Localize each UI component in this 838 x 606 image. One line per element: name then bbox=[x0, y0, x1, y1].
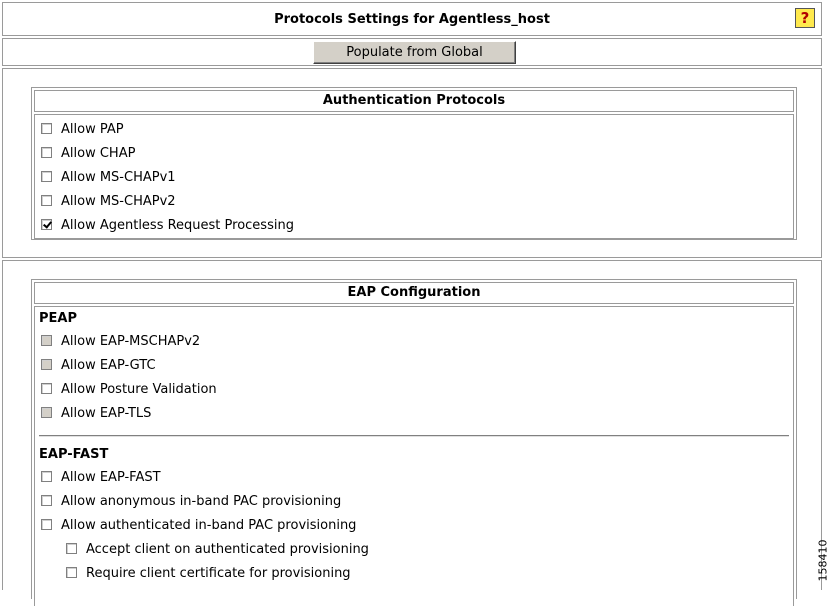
option-allow-ms-chapv1[interactable] bbox=[41, 170, 176, 186]
option-allow-chap[interactable] bbox=[41, 146, 135, 162]
option-label: Allow CHAP bbox=[61, 146, 136, 161]
option-label: Allow MS-CHAPv1 bbox=[61, 170, 176, 185]
option-allow-posture-validation[interactable] bbox=[41, 382, 217, 398]
eap-configuration-table bbox=[31, 279, 797, 599]
allow-eap-gtc-checkbox[interactable] bbox=[41, 359, 52, 370]
auth-protocols-heading: Authentication Protocols bbox=[34, 90, 794, 112]
option-label: Allow EAP-TLS bbox=[61, 406, 152, 421]
option-accept-client-authenticated[interactable] bbox=[66, 542, 369, 558]
allow-posture-validation-checkbox[interactable] bbox=[41, 383, 52, 394]
option-label: Allow Posture Validation bbox=[61, 382, 217, 397]
option-allow-eap-tls[interactable] bbox=[41, 406, 151, 422]
allow-chap-checkbox[interactable] bbox=[41, 147, 52, 158]
option-label: Allow EAP-MSCHAPv2 bbox=[61, 334, 201, 349]
option-label: Allow Agentless Request Processing bbox=[61, 218, 294, 233]
allow-pap-checkbox[interactable] bbox=[41, 123, 52, 134]
allow-eap-fast-checkbox[interactable] bbox=[41, 471, 52, 482]
option-allow-authenticated-pac[interactable] bbox=[41, 518, 356, 534]
option-allow-agentless[interactable] bbox=[41, 218, 294, 234]
option-allow-eap-gtc[interactable] bbox=[41, 358, 156, 374]
option-label: Allow EAP-FAST bbox=[61, 470, 161, 485]
option-label: Allow authenticated in-band PAC provisioning bbox=[61, 518, 357, 533]
populate-from-global-button[interactable]: Populate from Global bbox=[313, 41, 516, 64]
title-bar bbox=[2, 2, 822, 36]
option-label: Allow MS-CHAPv2 bbox=[61, 194, 176, 209]
allow-agentless-checkbox[interactable] bbox=[41, 219, 52, 230]
allow-ms-chapv1-checkbox[interactable] bbox=[41, 171, 52, 182]
option-require-client-certificate[interactable] bbox=[66, 566, 351, 582]
eap-fast-group-label: EAP-FAST bbox=[39, 447, 109, 462]
require-client-certificate-checkbox[interactable] bbox=[66, 567, 77, 578]
option-label: Allow anonymous in-band PAC provisioning bbox=[61, 494, 342, 509]
accept-client-authenticated-checkbox[interactable] bbox=[66, 543, 77, 554]
allow-eap-tls-checkbox[interactable] bbox=[41, 407, 52, 418]
auth-protocols-table bbox=[31, 87, 797, 240]
auth-protocols-list bbox=[34, 114, 794, 239]
option-allow-pap[interactable] bbox=[41, 122, 124, 138]
allow-eap-mschapv2-checkbox[interactable] bbox=[41, 335, 52, 346]
page-title: Protocols Settings for Agentless_host bbox=[274, 12, 550, 27]
option-label: Allow PAP bbox=[61, 122, 124, 137]
allow-anonymous-pac-checkbox[interactable] bbox=[41, 495, 52, 506]
option-allow-ms-chapv2[interactable] bbox=[41, 194, 176, 210]
allow-authenticated-pac-checkbox[interactable] bbox=[41, 519, 52, 530]
option-allow-eap-fast[interactable] bbox=[41, 470, 161, 486]
section-divider bbox=[39, 435, 789, 437]
eap-configuration-list bbox=[34, 306, 794, 606]
allow-ms-chapv2-checkbox[interactable] bbox=[41, 195, 52, 206]
option-label: Accept client on authenticated provisioning bbox=[86, 542, 369, 557]
eap-configuration-section bbox=[2, 260, 822, 590]
option-label: Allow EAP-GTC bbox=[61, 358, 156, 373]
peap-group-label: PEAP bbox=[39, 311, 77, 326]
auth-protocols-section bbox=[2, 68, 822, 258]
toolbar bbox=[2, 38, 822, 66]
figure-id: 158410 bbox=[816, 539, 830, 582]
option-allow-eap-mschapv2[interactable] bbox=[41, 334, 200, 350]
option-label: Require client certificate for provisioning bbox=[86, 566, 351, 581]
option-allow-anonymous-pac[interactable] bbox=[41, 494, 341, 510]
help-icon[interactable]: ? bbox=[795, 8, 815, 28]
eap-configuration-heading: EAP Configuration bbox=[34, 282, 794, 304]
